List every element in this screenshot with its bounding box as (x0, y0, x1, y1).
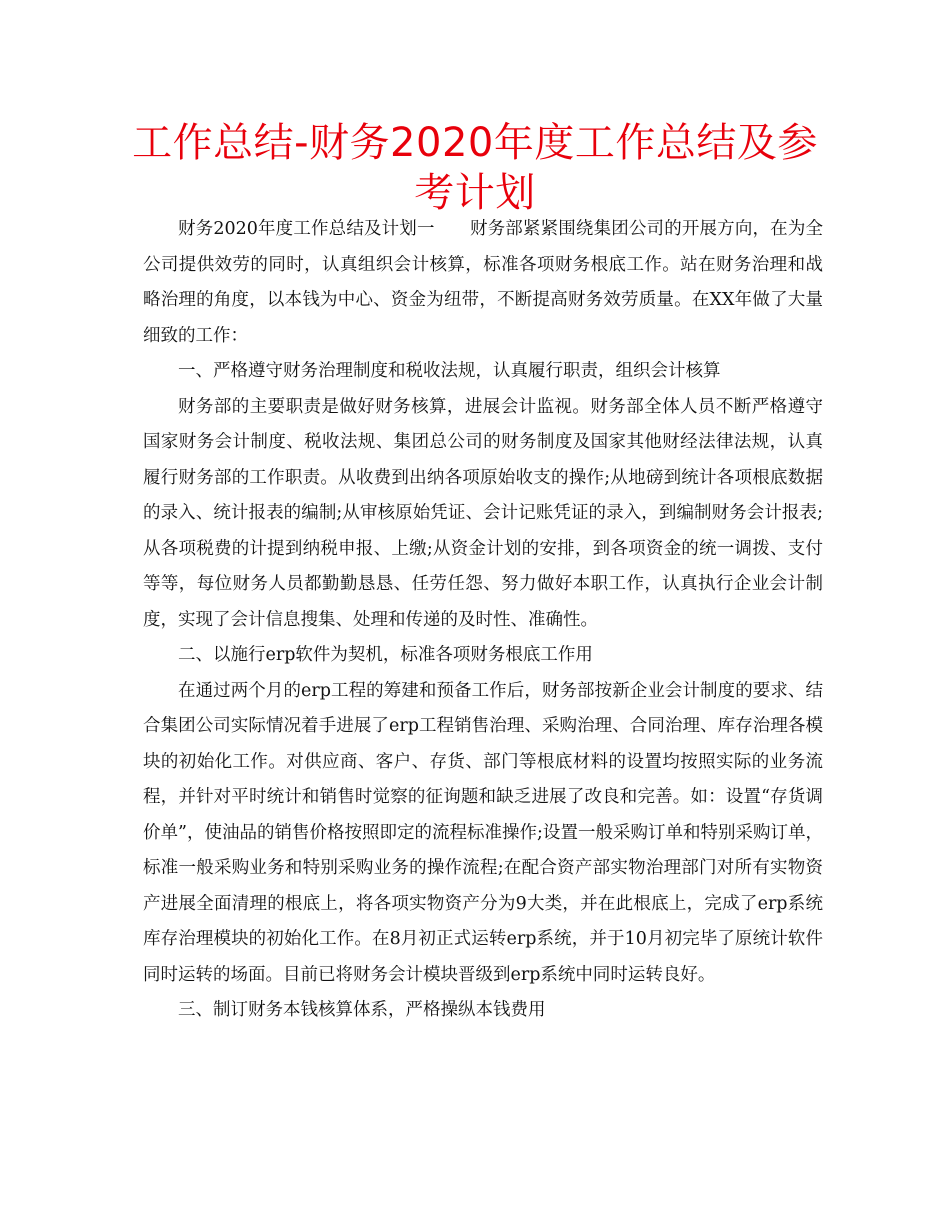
section-heading: 二、以施行erp软件为契机，标准各项财务根底工作用 (178, 645, 593, 665)
section-heading: 一、严格遵守财务治理制度和税收法规，认真履行职责，组织会计核算 (178, 361, 721, 381)
document-title: 工作总结-财务2020年度工作总结及参考计划 (132, 120, 818, 216)
body-paragraph: 财务2020年度工作总结及计划一 财务部紧紧围绕集团公司的开展方向，在为全公司提供效劳的同时，认真组织会计核算，标准各项财务根底工作。站在财务治理和战略治理的角度，以本钱为中心、资金为纽带，不断提高财务效劳质量。在XX年做了大量细致的工作： (143, 219, 823, 346)
body-paragraph: 财务部的主要职责是做好财务核算，进展会计监视。财务部全体人员不断严格遵守国家财务会计制度、税收法规、集团总公司的财务制度及国家其他财经法律法规，认真履行财务部的工作职责。从收费到出纳各项原始收支的操作;从地磅到统计各项根底数据的录入、统计报表的编制;从审核原始凭证、会计记账凭证的录入，到编制财务会计报表;从各项税费的计提到纳税申报、上缴;从资金计划的安排，到各项资金的统一调拨、支付等等，每位财务人员都勤勤恳恳、任劳任怨、努力做好本职工作，认真执行企业会计制度，实现了会计信息搜集、处理和传递的及时性、准确性。 (143, 396, 823, 630)
document-body (143, 212, 823, 1029)
body-paragraph: 在通过两个月的erp工程的筹建和预备工作后，财务部按新企业会计制度的要求、结合集团公司实际情况着手进展了erp工程销售治理、采购治理、合同治理、库存治理各模块的初始化工作。对供应商、客户、存货、部门等根底材料的设置均按照实际的业务流程，并针对平时统计和销售时觉察的征询题和缺乏进展了改良和完善。如：设置“存货调价单”，使油品的销售价格按照即定的流程标准操作;设置一般采购订单和特别采购订单，标准一般采购业务和特别采购业务的操作流程;在配合资产部实物治理部门对所有实物资产进展全面清理的根底上，将各项实物资产分为9大类，并在此根底上，完成了erp系统库存治理模块的初始化工作。在8月初正式运转erp系统，并于10月初完毕了原统计软件同时运转的场面。目前已将财务会计模块晋级到erp系统中同时运转良好。 (143, 680, 823, 985)
section-heading: 三、制订财务本钱核算体系，严格操纵本钱费用 (178, 1000, 546, 1020)
